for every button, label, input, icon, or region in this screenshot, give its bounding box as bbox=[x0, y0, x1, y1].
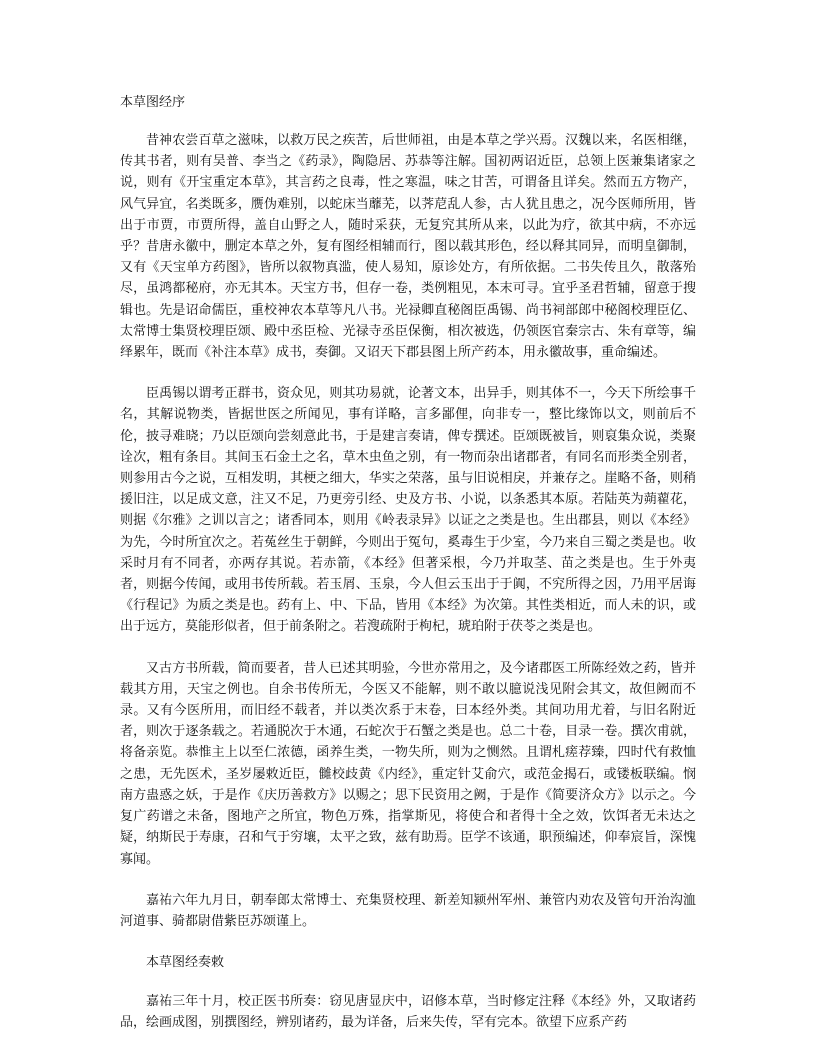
memorial-title: 本草图经奏敕 bbox=[146, 955, 225, 971]
preface-signature: 嘉祐六年九月日，朝奉郎太常博士、充集贤校理、新差知颍州军州、兼管内劝农及管句开治沟洫河道事、骑都尉借紫臣苏颂谨上。 bbox=[120, 892, 696, 929]
memorial-paragraph: 嘉祐三年十月，校正医书所奏：窃见唐显庆中，诏修本草，当时修定注释《本经》外，又取诸药品，绘画成图，别撰图经，辨别诸药，最为详备，后来失传，罕有完本。欲望下应系产药 bbox=[120, 994, 696, 1031]
preface-paragraph-2: 臣禹锡以谓考正群书，资众见，则其功易就，论著文本，出异手，则其体不一，今天下所绘事千名，其解说物类，皆据世医之所闻见，事有详略，言多鄙俚，向非专一，整比缘饰以文，则前后不伦，披寻难晓；乃以臣颂向尝刻意此书，于是建言奏请，俾专撰述。臣颂既被旨，则裒集众说，类聚诠次，粗有条目。其间玉石金土之名，草木虫鱼之别，有一物而杂出诸郡者，有同名而形类全别者，则参用古今之说，互相发明，其梗之细大，华实之荣落，虽与旧说相戾，并兼存之。崖略不备，则稍援旧注，以足成文意，注又不足，乃更旁引经、史及方书、小说，以条悉其本原。若陆英为蒴藋花，则据《尔雅》之训以言之；诸香同本，则用《岭表录异》以证之之类是也。生出郡县，则以《本经》为先，今时所宜次之。若菟丝生于朝鲜，今则出于冤句，奚毒生于少室，今乃来自三蜀之类是也。收采时月有不同者，亦两存其说。若赤箭，《本经》但著采根，今乃并取茎、苗之类是也。生于外夷者，则据今传闻，或用书传所载。若玉屑、玉泉，今人但云玉出于于阗，不究所得之因，乃用平居诲《行程记》为质之类是也。药有上、中、下品，皆用《本经》为次第。其性类相近，而人未的识，或出于远方，莫能形似者，但于前条附之。若溲疏附于枸杞，琥珀附于茯苓之类是也。 bbox=[120, 386, 696, 635]
document-page bbox=[120, 92, 696, 1034]
preface-paragraph-1: 昔神农尝百草之滋味，以救万民之疾苦，后世师祖，由是本草之学兴焉。汉魏以来，名医相继，传其书者，则有吴普、李当之《药录》，陶隐居、苏恭等注解。国初两诏近臣，总领上医兼集诸家之说，则有《开宝重定本草》，其言药之良毒，性之寒温，味之甘苦，可谓备且详矣。然而五方物产，风气异宜，名类既多，赝伪难别，以蛇床当蘼芜，以荠苨乱人参，古人犹且患之，况今医师所用，皆出于市贾，市贾所得，盖自山野之人，随时采获，无复究其所从来，以此为疗，欲其中病，不亦远乎？昔唐永徽中，删定本草之外，复有图经相辅而行，图以载其形色，经以释其同异，而明皇御制，又有《天宝单方药图》，皆所以叙物真滥，使人易知，原诊处方，有所依据。二书失传且久，散落殆尽，虽鸿都秘府，亦无其本。天宝方书，但存一卷，类例粗见，本末可寻。宜乎圣君哲辅，留意于搜辑也。先是诏命儒臣，重校神农本草等凡八书。光禄卿直秘阁臣禹锡、尚书祠部郎中秘阁校理臣亿、太常博士集贤校理臣颂、殿中丞臣检、光禄寺丞臣保衡，相次被选，仍领医官秦宗古、朱有章等，编绎累年，既而《补注本草》成书，奏御。又诏天下郡县图上所产药本，用永徽故事，重命编述。 bbox=[120, 133, 696, 361]
preface-paragraph-3: 又古方书所载，简而要者，昔人已述其明验，今世亦常用之，及今诸郡医工所陈经效之药，皆并载其方用，天宝之例也。自余书传所无，今医又不能解，则不敢以臆说浅见附会其文，故但阙而不录。又有今医所用，而旧经不载者，并以类次系于末卷，曰本经外类。其间功用尤着，与旧名附近者，则次于逐条载之。若通脱次于木通，石蛇次于石蟹之类是也。总二十卷，目录一卷。撰次甫就，将备亲览。恭惟主上以至仁浓德，函养生类，一物失所，则为之恻然。且谓札瘥荐臻，四时代有救恤之患，无先医术，圣岁屡敕近臣，雠校歧黄《内经》，重定针艾俞穴，或范金揭石，或镂板联编。悯南方蛊惑之妖，于是作《庆历善救方》以赐之；思下民资用之阙，于是作《简要济众方》以示之。今复广药谱之未备，图地产之所宜，物色万殊，指掌斯见，将使合和者得十全之效，饮饵者无未达之疑，纳斯民于寿康，召和气于穷壤，太平之致，兹有助焉。臣学不该通，职预编述，仰奉宸旨，深愧寡闻。 bbox=[120, 660, 696, 867]
preface-title: 本草图经序 bbox=[120, 95, 186, 110]
